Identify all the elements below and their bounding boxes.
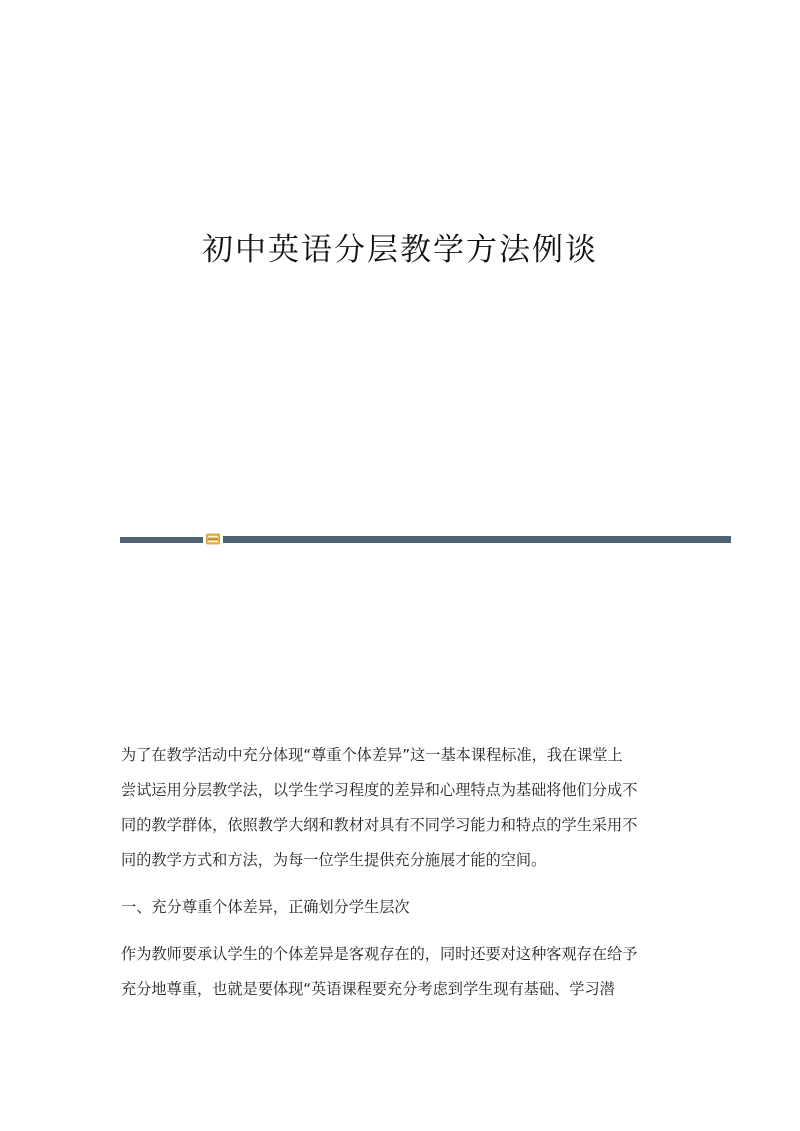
- paragraph-line: 为了在教学活动中充分体现“尊重个体差异”这一基本课程标准，我在课堂上: [121, 746, 623, 764]
- paragraph-2: [121, 937, 681, 1007]
- paragraph-line: 同的教学方式和方法，为每一位学生提供充分施展才能的空间。: [121, 851, 547, 869]
- book-emblem-icon: [206, 533, 220, 545]
- page-title: 初中英语分层教学方法例谈: [202, 232, 598, 268]
- body-text: [121, 738, 681, 1007]
- divider-bar-left: [120, 537, 203, 543]
- section-heading-1: [121, 890, 681, 925]
- divider-bar-right: [223, 536, 731, 543]
- paragraph-1: [121, 738, 681, 878]
- paragraph-line: 充分地尊重，也就是要体现“英语课程要充分考虑到学生现有基础、学习潜: [121, 980, 615, 998]
- section-heading: 一、充分尊重个体差异，正确划分学生层次: [121, 898, 410, 916]
- paragraph-line: 尝试运用分层教学法，以学生学习程度的差异和心理特点为基础将他们分成不: [121, 781, 638, 799]
- paragraph-line: 同的教学群体，依照教学大纲和教材对具有不同学习能力和特点的学生采用不: [121, 816, 638, 834]
- section-divider: [120, 533, 731, 547]
- paragraph-line: 作为教师要承认学生的个体差异是客观存在的，同时还要对这种客观存在给予: [121, 945, 638, 963]
